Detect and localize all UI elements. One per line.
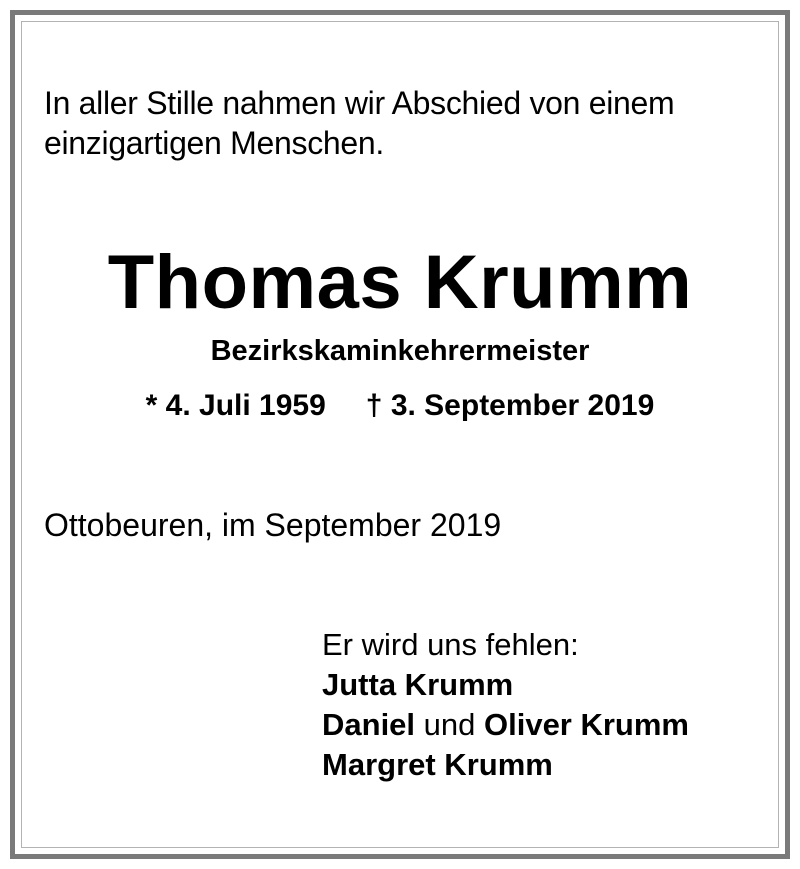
death-date: † 3. September 2019 [365,389,655,422]
mourner-line-2 [322,705,689,745]
mourners-block [322,625,689,785]
intro-text: In aller Stille nahmen wir Abschied von einem einzigartigen Menschen. [44,85,675,161]
profession-title: Bezirkskaminkehrermeister [210,335,590,367]
mourner-line-1: Jutta Krumm [322,667,514,702]
life-dates [0,388,800,424]
birth-date: * 4. Juli 1959 [145,389,326,422]
mourners-heading: Er wird uns fehlen: [322,627,579,662]
deceased-name: Thomas Krumm [107,240,693,325]
mourner-line-2-connector: und [415,707,484,742]
place-date: Ottobeuren, im September 2019 [44,507,502,543]
mourner-line-2-first: Daniel [322,707,416,742]
mourner-line-3: Margret Krumm [322,747,553,782]
mourner-line-2-second: Oliver Krumm [483,707,689,742]
